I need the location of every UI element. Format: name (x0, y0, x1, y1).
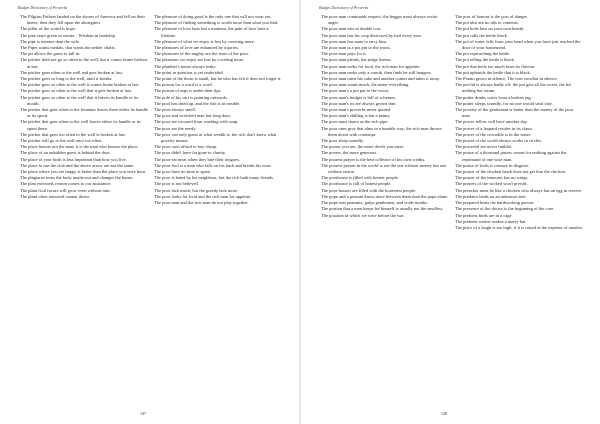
proverb-entry: The poor is hated by his neighbour, but the rich hath many friends. (154, 175, 275, 181)
proverb-entry: The pleasures of the mighty are the tears of the poor. (154, 51, 249, 57)
proverb-entry: The poor is not believed. (154, 181, 199, 187)
proverb-entry: The poor can't afford to buy cheap. (154, 144, 218, 150)
proverb-entry: The power of a leopard resides in its claws. (455, 125, 534, 131)
proverb-entry: The place of your birth is less important than how you live. (20, 156, 127, 162)
proverb-entry: The pot calls the kettle black. (455, 32, 508, 38)
proverb-entry: The poverty of the gentleman is better than the money of the poor man. (455, 107, 574, 119)
proverb-entry: The poor man wants much, the miser everything. (321, 82, 410, 88)
proverb-entry: The poorhouse is full of honest people. (321, 181, 392, 187)
proverb-entry: The poor man is a pot put to the worst. (321, 45, 391, 51)
proverb-entry: The plant God favors will grow even without rain. (20, 187, 111, 193)
proverb-entry: The poor can only guess at what wealth is; the rich don't know what poverty means. (154, 131, 277, 144)
proverb-entry: The pleasure of doing good is the only one that will not wear out. (154, 14, 272, 19)
page-right (301, 0, 600, 424)
proverb-entry: The place to use the club and the above arrow are not the same. (20, 162, 135, 168)
proverb-entry: The pleasure of what we enjoy is lost by coveting more. (154, 38, 255, 44)
proverb-entry: The poor man pays for it. (321, 51, 367, 57)
proverb-entry: The place where you are happy is better than the place you were born. (20, 169, 147, 175)
proverb-entry: The potter sleeps soundly, for no one would steal clay. (455, 100, 553, 106)
proverb-entry: The poorer you are, the more devils you meet. (321, 144, 405, 150)
proverb-entry: The pitcher that goes often to the well leaves either its handle or its spout there. (20, 119, 141, 131)
proverb-entry: The pole of his cart is pointing outwards. (154, 94, 228, 100)
proverb-entry: The plagiarist turns the body inside-out and changes the bones. (20, 175, 134, 181)
proverb-entry: The poison for a word is a word. (154, 82, 213, 88)
page-number: 148 (441, 411, 447, 416)
proverb-entry: The poor ones give that alms in a humble way, the rich man throws them down with contempt. (321, 125, 442, 137)
proverb-entry: The praise of fools is censure in disguise. (455, 162, 530, 168)
proverb-entry: The poor man and the rich man do not play together. (154, 200, 249, 206)
proverb-entry: The poor man's budget is full of schemes. (321, 94, 397, 100)
proverb-entry: The pitcher will go to the well once too often. (20, 138, 103, 144)
proverb-entry: The position in which we were before the war. (321, 212, 405, 218)
proverb-entry: The predator lands on an unknown tree. (455, 193, 527, 199)
running-head: Budget Dictionary of Proverbs (18, 5, 68, 10)
proverb-entry: The price of a laugh is too high, if it is raised at the expense of another. (455, 224, 583, 230)
proverb-entry: The poor-houses are filled with the honestest people. (321, 187, 417, 193)
column-right (154, 14, 282, 206)
proverb-entry: The poor man's ox are always grown thin. (321, 100, 397, 106)
proverb-entry: The pope eats peasants, gulps gentlemen, and voids monks. (321, 200, 429, 206)
proverb-entry: The pipe is meaner than the wife. (20, 38, 81, 44)
proverb-entry: The pitcher doth not go so often to the well, but it comes home broken at last. (20, 57, 147, 69)
proverb-entry: The poor man's a pot put to the worst. (321, 88, 390, 94)
proverb-entry: The poor man has none to envy him. (321, 38, 387, 44)
proverb-entry: The potter drinks water from a broken jug. (455, 94, 532, 100)
proverb-entry: The prepared beats the hardworking person. (455, 200, 535, 206)
column-right (455, 14, 583, 231)
proverb-entry: The Pilgrim Fathers landed on the shores of America and fell on their knees; then they fell upon the aborigines. (20, 14, 145, 26)
proverb-entry: The poor and wretched man has long days. (154, 113, 232, 119)
proverb-entry: The pot boils best on your own hearth. (455, 26, 525, 32)
proverb-entry: The pleasures of love are enhanced by injuries. (154, 45, 239, 51)
proverb-entry: The pitcher goes so often to the well that it gets broken at last. (20, 88, 132, 94)
column-left (20, 14, 148, 200)
proverb-entry: The poor sleep soundly. (321, 138, 364, 144)
proverb-entry: The poorest prayer is the best collector of his own credits. (321, 156, 426, 162)
proverb-entry: The poor must dance as the rich pipe. (321, 119, 389, 125)
proverb-entry: The pot of water falls from your head when you have just reached the door of your homestead. (455, 38, 581, 51)
proverb-entry: The poor man turns his cake and another comes and takes it away. (321, 76, 441, 82)
proverb-entry: The pitcher goes so often to the well that it leaves its handle or its mouth. (20, 94, 139, 106)
proverb-entry: The portion that a man keeps for himself is usually not the smallest. (321, 206, 444, 212)
proverb-entry: The place honors not the man; it is the man who honors the place. (20, 144, 139, 150)
proverb-entry: The pope and a peasant know more between them than the pope alone. (321, 193, 449, 199)
proverb-entry: The poor man pleads, the judge listens. (321, 57, 392, 63)
proverb-entry: The pot reproaching the kettle. (455, 51, 511, 57)
proverb-entry: The Piper wants medals, that wants the nether chafts. (20, 45, 116, 51)
proverb-entry: The pitcher goes often to the well and gets broken at last. (20, 69, 123, 75)
running-head: Budget Dictionary of Proverbs (319, 5, 369, 10)
proverb-entry: The pot upbraids the kettle that it is black. (455, 69, 531, 75)
proverb-entry: The preacher must be like a chicken who always has an egg in reserve. (455, 187, 583, 193)
proverb-entry: The poor eat meat when they bite their tongues. (154, 156, 240, 162)
proverb-entry: The poor man eats at double cost. (321, 26, 382, 32)
proverb-entry: The poor didn't have fat gone to charity. (154, 150, 226, 156)
proverb-entry: The plant often removed cannot thrive. (20, 193, 91, 199)
proverb-entry: The poison of asps is under their lips. (154, 88, 222, 94)
proverb-entry: The plan executed, reason comes to our assistance. (20, 181, 112, 187)
proverb-entry: The prayer of the chicken hawk does not get him the chicken. (455, 169, 566, 175)
proverb-entry: The prayers of the wicked won't prevail. (455, 181, 528, 187)
proverb-entry: The poor man's proverbs never quoted. (321, 107, 392, 113)
proverb-entry: The poor are excused from washing with soap. (154, 119, 239, 125)
proverb-entry: The poor are the needy. (154, 125, 197, 131)
proverb-entry: The poor man seeks for food, the rich man for appetite. (321, 63, 421, 69)
proverb-entry: The poor man's shilling is but a penny. (321, 113, 391, 119)
proverb-entry: The poor fool is a man who falls on his back and breaks his nose. (154, 162, 272, 168)
page-left (0, 0, 299, 424)
proverb-entry: The pillar of the world is hope. (20, 26, 76, 32)
proverb-entry: The power of the crocodile is in the water. (455, 131, 532, 137)
proverb-entry: The pot telling the kettle it black. (455, 57, 515, 63)
proverb-entry: The poorhouse is filled with honest people. (321, 175, 399, 181)
proverb-entry: The pitcher goes so often to the well it comes home broken at last. (20, 82, 140, 88)
proverb-entry: The presence of the doctor is the beginning of the cure. (455, 206, 555, 212)
proverb-entry: The powerful are never faithful. (455, 144, 513, 150)
proverb-entry: The pit allows the grass to fall in. (20, 51, 81, 57)
proverb-entry: The poorer, the more generous. (321, 150, 378, 156)
proverb-entry: The plumber's house always leaks. (154, 63, 217, 69)
proverb-entry: The pitcher goes so long to the well, until it breaks. (20, 76, 113, 82)
proverb-entry: The prettiest birds are in a cage. (455, 212, 513, 218)
proverb-entry: The pine stays green in winter... Wisdom in hardship. (20, 32, 116, 38)
proverb-entry: The power of the world always works in circles. (455, 138, 542, 144)
proverb-entry: The point in question is yet undecided. (154, 69, 224, 75)
proverb-entry: The pot that boils too much loses its flavour. (455, 63, 536, 69)
page-number: 147 (140, 411, 146, 416)
proverb-entry: The poor always smell. (154, 107, 196, 113)
proverb-entry: The post of honour is the post of danger. (455, 14, 528, 19)
proverb-entry: The prettiest widow makes a merry hat. (455, 218, 527, 224)
proverb-entry: The point of the thorn is small, but he who has felt it does not forget it. (154, 76, 282, 82)
proverb-entry: The poor man seeks only a crumb, then finds he still hungers. (321, 69, 432, 75)
proverb-entry: The Potato grows in silence, The iron crowbar in silence. (455, 76, 558, 82)
proverb-entry: The poor man commands respect; the beggar must always excite anger. (321, 14, 438, 26)
proverb-entry: The poorest person in the world is not the one without money but one without vision. (321, 162, 447, 175)
proverb-entry: The pitcher that goes too often to the well is broken at last. (20, 131, 126, 137)
proverb-entry: The poor have no time to spare. (154, 169, 212, 175)
proverb-entry: The prayer of the innocent has no wings. (455, 175, 529, 181)
proverb-entry: The pot-lid is always badly off: the pot gets all the sweet, the lid nothing but steam. (455, 82, 571, 94)
proverb-entry: The pool has dried up, and the fish is in trouble. (154, 100, 241, 106)
proverb-entry: The pleasure of love lasts but a moment, the pain of love lasts a lifetime. (154, 26, 269, 38)
proverb-entry: The poor looks for food and the rich man for appetite. (154, 193, 252, 199)
proverb-entry: The pot also are no alis to contents. (455, 20, 519, 26)
proverb-entry: The pleasure of finding something is worth more than what you find. (154, 20, 279, 26)
proverb-entry: The power fellow will have another day. (455, 119, 528, 125)
proverb-entry: The place of an unbidden guest is behind the door. (20, 150, 111, 156)
proverb-entry: The pleasures we enjoy are lost by coveting more. (154, 57, 245, 63)
column-left (321, 14, 449, 219)
proverb-entry: The praise of a thousand jasters counts for nothing against the reprimand of one wise man. (455, 150, 567, 162)
proverb-entry: The pitcher that goes often to the fountain leaves there either its handle or its spout. (20, 107, 148, 119)
proverb-entry: The poor lack much, but the greedy lack more. (154, 187, 239, 193)
proverb-entry: The poor man has his crop destroyed by hail every year. (321, 32, 422, 38)
